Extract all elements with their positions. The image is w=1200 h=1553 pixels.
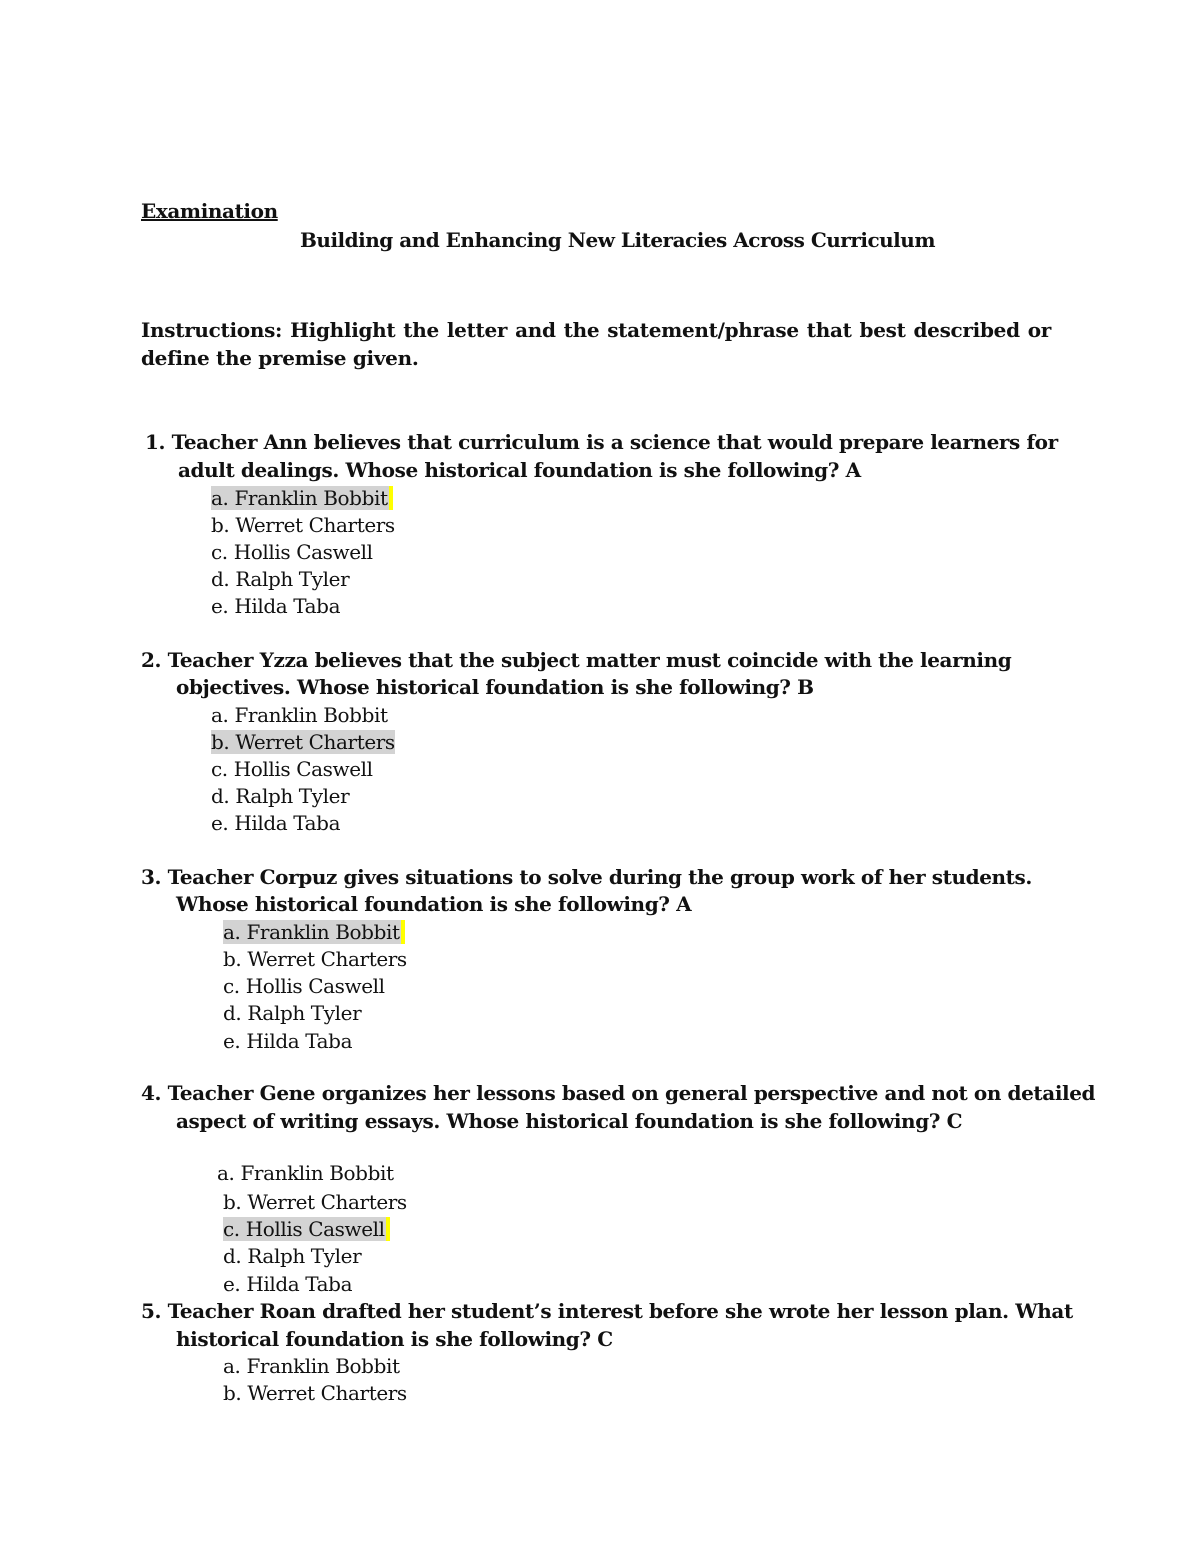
question-4-line-1: 4. Teacher Gene organizes her lessons based on general perspective and not on detailed	[141, 1081, 1096, 1105]
question-4-option-b[interactable]: b. Werret Charters	[223, 1190, 407, 1214]
question-2-line-1: 2. Teacher Yzza believes that the subject matter must coincide with the learning	[141, 648, 1012, 672]
question-1-option-a[interactable]	[211, 486, 393, 510]
question-2-option-b[interactable]	[211, 730, 395, 754]
question-5-line-2: historical foundation is she following? C	[176, 1327, 613, 1351]
question-3-option-a[interactable]	[223, 920, 405, 944]
question-2-option-c[interactable]: c. Hollis Caswell	[211, 757, 373, 781]
question-3-option-e[interactable]: e. Hilda Taba	[223, 1029, 353, 1053]
answer-highlight: b. Werret Charters	[211, 730, 395, 754]
exam-heading: Examination	[141, 199, 278, 223]
instructions: Instructions: Highlight the letter and the statement/phrase that best described or define the premise given.	[141, 318, 1051, 370]
question-3-line-1: 3. Teacher Corpuz gives situations to solve during the group work of her students.	[141, 865, 1032, 889]
course-title: Building and Enhancing New Literacies Across Curriculum	[300, 228, 935, 252]
question-5-option-a[interactable]: a. Franklin Bobbit	[223, 1354, 400, 1378]
question-3-option-b[interactable]: b. Werret Charters	[223, 947, 407, 971]
question-3-option-d[interactable]: d. Ralph Tyler	[223, 1001, 362, 1025]
question-4-option-d[interactable]: d. Ralph Tyler	[223, 1244, 362, 1268]
question-2-line-2: objectives. Whose historical foundation is she following? B	[176, 675, 814, 699]
question-3-line-2: Whose historical foundation is she following? A	[176, 892, 692, 916]
question-4-option-e[interactable]: e. Hilda Taba	[223, 1272, 353, 1296]
question-1-option-b[interactable]: b. Werret Charters	[211, 513, 395, 537]
question-1-option-d[interactable]: d. Ralph Tyler	[211, 567, 350, 591]
question-1-option-c[interactable]: c. Hollis Caswell	[211, 540, 373, 564]
question-1-line-1: 1. Teacher Ann believes that curriculum is a science that would prepare learners for	[145, 430, 1058, 454]
question-1-option-e[interactable]: e. Hilda Taba	[211, 594, 341, 618]
question-2-option-d[interactable]: d. Ralph Tyler	[211, 784, 350, 808]
answer-highlight: c. Hollis Caswell	[223, 1217, 390, 1241]
question-4-option-a[interactable]: a. Franklin Bobbit	[217, 1161, 394, 1185]
answer-highlight: a. Franklin Bobbit	[223, 920, 405, 944]
question-4-option-c[interactable]	[223, 1217, 390, 1241]
question-3-option-c[interactable]: c. Hollis Caswell	[223, 974, 385, 998]
question-5-line-1: 5. Teacher Roan drafted her student’s interest before she wrote her lesson plan. What	[141, 1299, 1073, 1323]
question-2-option-a[interactable]: a. Franklin Bobbit	[211, 703, 388, 727]
question-1-line-2: adult dealings. Whose historical foundation is she following? A	[178, 458, 861, 482]
question-2-option-e[interactable]: e. Hilda Taba	[211, 811, 341, 835]
answer-highlight: a. Franklin Bobbit	[211, 486, 393, 510]
question-5-option-b[interactable]: b. Werret Charters	[223, 1381, 407, 1405]
question-4-line-2: aspect of writing essays. Whose historical foundation is she following? C	[176, 1109, 963, 1133]
